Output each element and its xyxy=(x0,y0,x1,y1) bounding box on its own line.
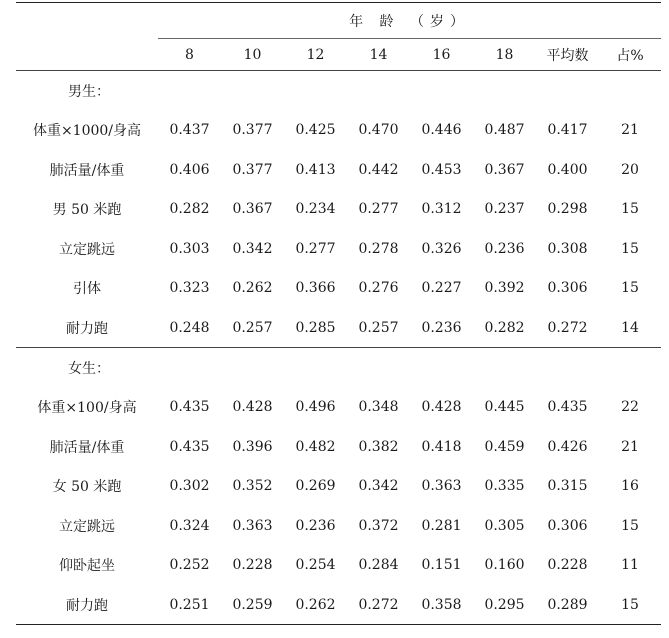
value-cell: 0.342 xyxy=(232,240,273,257)
value-cell: 0.413 xyxy=(295,161,336,178)
age-header-cell: 8 xyxy=(158,39,221,71)
value-cell: 0.377 xyxy=(232,161,273,178)
row-label: 肺活量/体重 xyxy=(49,439,125,456)
value-cell: 0.277 xyxy=(358,201,399,218)
age-header-cell: 12 xyxy=(284,39,347,71)
table-row xyxy=(16,229,661,269)
pct-cell: 15 xyxy=(599,585,661,625)
value-cell: 0.323 xyxy=(169,280,210,297)
pct-cell: 14 xyxy=(599,308,661,348)
table-row xyxy=(16,111,661,151)
value-cell: 0.236 xyxy=(295,517,336,534)
value-cell: 0.236 xyxy=(484,240,525,257)
value-cell: 0.236 xyxy=(410,308,473,348)
table-row xyxy=(16,506,661,546)
table-row xyxy=(16,150,661,190)
value-cell: 0.272 xyxy=(347,585,410,625)
value-cell: 0.326 xyxy=(421,240,462,257)
row-label: 体重×100/身高 xyxy=(37,400,137,417)
value-cell: 0.252 xyxy=(169,557,210,574)
value-cell: 0.445 xyxy=(484,399,525,416)
value-cell: 0.269 xyxy=(295,478,336,495)
value-cell: 0.281 xyxy=(421,517,462,534)
pct-cell: 22 xyxy=(621,399,639,416)
row-label: 男 50 米跑 xyxy=(52,202,122,219)
value-cell: 0.251 xyxy=(158,585,221,625)
section-title: 男生： xyxy=(68,83,110,100)
value-cell: 0.276 xyxy=(358,280,399,297)
value-cell: 0.367 xyxy=(484,161,525,178)
value-cell: 0.312 xyxy=(421,201,462,218)
data-table xyxy=(16,2,661,625)
row-label: 耐力跑 xyxy=(16,585,158,625)
age-header-cell: 10 xyxy=(221,39,284,71)
pct-cell: 21 xyxy=(621,438,639,455)
value-cell: 0.282 xyxy=(473,308,536,348)
value-cell: 0.303 xyxy=(169,240,210,257)
table-row xyxy=(16,467,661,507)
value-cell: 0.228 xyxy=(232,557,273,574)
value-cell: 0.437 xyxy=(169,122,210,139)
pct-cell: 11 xyxy=(621,557,639,574)
pct-cell: 15 xyxy=(621,517,639,534)
value-cell: 0.418 xyxy=(421,438,462,455)
value-cell: 0.262 xyxy=(232,280,273,297)
value-cell: 0.470 xyxy=(358,122,399,139)
value-cell: 0.366 xyxy=(295,280,336,297)
value-cell: 0.363 xyxy=(232,517,273,534)
header-empty-cell xyxy=(16,39,158,71)
value-cell: 0.487 xyxy=(484,122,525,139)
row-label: 肺活量/体重 xyxy=(49,162,125,179)
value-cell: 0.406 xyxy=(169,161,210,178)
mean-cell: 0.308 xyxy=(547,240,588,257)
value-cell: 0.277 xyxy=(295,240,336,257)
mean-header-cell: 平均数 xyxy=(536,39,599,71)
value-cell: 0.295 xyxy=(473,585,536,625)
pct-cell: 15 xyxy=(621,240,639,257)
value-cell: 0.453 xyxy=(421,161,462,178)
section-title-row xyxy=(16,348,661,388)
sections-body xyxy=(16,71,661,625)
row-label: 立定跳远 xyxy=(59,518,115,535)
value-cell: 0.302 xyxy=(169,478,210,495)
age-group-header: 年 龄 （岁） xyxy=(158,3,661,39)
mean-cell: 0.417 xyxy=(547,122,588,139)
header-empty-cell xyxy=(16,3,158,39)
pct-cell: 20 xyxy=(621,161,639,178)
section-title: 女生： xyxy=(68,360,110,377)
value-cell: 0.446 xyxy=(421,122,462,139)
value-cell: 0.442 xyxy=(358,161,399,178)
age-header-cell: 18 xyxy=(473,39,536,71)
section-title-row xyxy=(16,71,661,111)
row-label: 立定跳远 xyxy=(59,241,115,258)
value-cell: 0.257 xyxy=(347,308,410,348)
mean-cell: 0.435 xyxy=(547,399,588,416)
header-group-row xyxy=(16,3,661,39)
table-row xyxy=(16,190,661,230)
value-cell: 0.459 xyxy=(484,438,525,455)
mean-cell: 0.289 xyxy=(536,585,599,625)
value-cell: 0.227 xyxy=(421,280,462,297)
value-cell: 0.262 xyxy=(284,585,347,625)
value-cell: 0.428 xyxy=(232,399,273,416)
row-label: 耐力跑 xyxy=(16,308,158,348)
value-cell: 0.342 xyxy=(358,478,399,495)
value-cell: 0.363 xyxy=(421,478,462,495)
value-cell: 0.234 xyxy=(295,201,336,218)
value-cell: 0.324 xyxy=(169,517,210,534)
mean-cell: 0.306 xyxy=(547,280,588,297)
table-row xyxy=(16,308,661,348)
mean-cell: 0.272 xyxy=(536,308,599,348)
age-header-cell: 14 xyxy=(347,39,410,71)
value-cell: 0.305 xyxy=(484,517,525,534)
row-label: 仰卧起坐 xyxy=(59,558,115,575)
row-label: 体重×1000/身高 xyxy=(32,123,142,140)
value-cell: 0.348 xyxy=(358,399,399,416)
value-cell: 0.160 xyxy=(484,557,525,574)
value-cell: 0.248 xyxy=(158,308,221,348)
value-cell: 0.278 xyxy=(358,240,399,257)
value-cell: 0.285 xyxy=(284,308,347,348)
mean-cell: 0.315 xyxy=(547,478,588,495)
value-cell: 0.259 xyxy=(221,585,284,625)
value-cell: 0.425 xyxy=(295,122,336,139)
value-cell: 0.382 xyxy=(358,438,399,455)
value-cell: 0.254 xyxy=(295,557,336,574)
value-cell: 0.335 xyxy=(484,478,525,495)
mean-cell: 0.298 xyxy=(547,201,588,218)
table-row xyxy=(16,546,661,586)
value-cell: 0.372 xyxy=(358,517,399,534)
value-cell: 0.482 xyxy=(295,438,336,455)
header-ages-row xyxy=(16,39,661,71)
age-header-cell: 16 xyxy=(410,39,473,71)
table-row xyxy=(16,269,661,309)
row-label: 女 50 米跑 xyxy=(52,479,122,496)
value-cell: 0.435 xyxy=(169,438,210,455)
table-row xyxy=(16,427,661,467)
mean-cell: 0.426 xyxy=(547,438,588,455)
value-cell: 0.428 xyxy=(421,399,462,416)
value-cell: 0.377 xyxy=(232,122,273,139)
row-label: 引体 xyxy=(73,281,101,298)
value-cell: 0.435 xyxy=(169,399,210,416)
pct-cell: 15 xyxy=(621,280,639,297)
pct-cell: 16 xyxy=(621,478,639,495)
value-cell: 0.284 xyxy=(358,557,399,574)
mean-cell: 0.228 xyxy=(547,557,588,574)
pct-cell: 15 xyxy=(621,201,639,218)
table-row xyxy=(16,388,661,428)
mean-cell: 0.400 xyxy=(547,161,588,178)
value-cell: 0.392 xyxy=(484,280,525,297)
pct-cell: 21 xyxy=(621,122,639,139)
value-cell: 0.151 xyxy=(421,557,462,574)
mean-cell: 0.306 xyxy=(547,517,588,534)
value-cell: 0.367 xyxy=(232,201,273,218)
table-row xyxy=(16,585,661,625)
value-cell: 0.358 xyxy=(410,585,473,625)
value-cell: 0.496 xyxy=(295,399,336,416)
value-cell: 0.257 xyxy=(221,308,284,348)
value-cell: 0.396 xyxy=(232,438,273,455)
pct-header-cell: 占% xyxy=(599,39,661,71)
value-cell: 0.352 xyxy=(232,478,273,495)
table-body xyxy=(16,3,661,71)
value-cell: 0.237 xyxy=(484,201,525,218)
value-cell: 0.282 xyxy=(169,201,210,218)
